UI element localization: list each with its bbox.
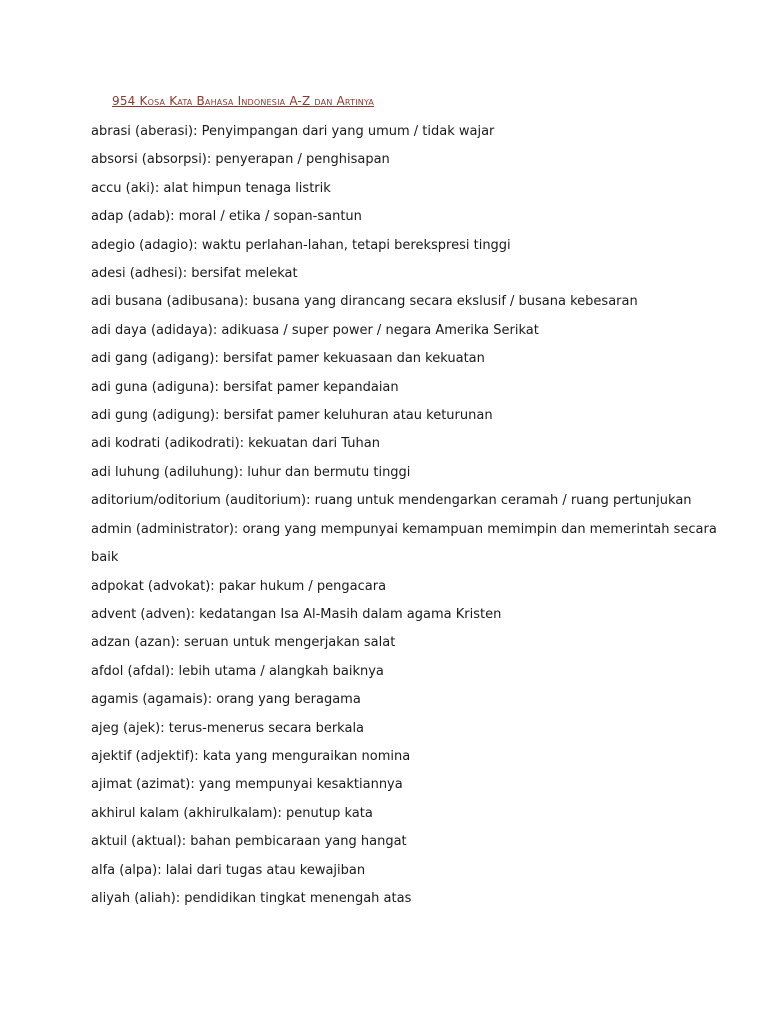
word-entry: alfa (alpa): lalai dari tugas atau kewajiban: [91, 862, 366, 878]
word-entry: adesi (adhesi): bersifat melekat: [91, 266, 298, 282]
word-entry: adap (adab): moral / etika / sopan-santun: [91, 209, 362, 225]
word-entry: adi gang (adigang): bersifat pamer kekuasaan dan kekuatan: [91, 351, 485, 367]
word-entry: ajeg (ajek): terus-menerus secara berkala: [91, 720, 365, 736]
word-entry: adegio (adagio): waktu perlahan-lahan, tetapi berekspresi tinggi: [91, 237, 511, 253]
word-entry: absorsi (absorpsi): penyerapan / penghisapan: [91, 152, 390, 168]
word-entry: accu (aki): alat himpun tenaga listrik: [91, 180, 331, 196]
word-entry: aliyah (aliah): pendidikan tingkat menengah atas: [91, 890, 412, 906]
word-entry: adi gung (adigung): bersifat pamer keluhuran atau keturunan: [91, 408, 493, 424]
word-entry: adi guna (adiguna): bersifat pamer kepandaian: [91, 379, 399, 395]
word-entry: admin (administrator): orang yang mempunyai kemampuan memimpin dan memerintah secara: [91, 521, 717, 537]
word-entry: adi daya (adidaya): adikuasa / super power / negara Amerika Serikat: [91, 322, 539, 338]
word-entry: akhirul kalam (akhirulkalam): penutup kata: [91, 805, 373, 821]
word-entry: adzan (azan): seruan untuk mengerjakan salat: [91, 635, 396, 651]
word-entry: adi kodrati (adikodrati): kekuatan dari Tuhan: [91, 436, 380, 452]
word-entry: afdol (afdal): lebih utama / alangkah baiknya: [91, 663, 384, 679]
word-entry: advent (adven): kedatangan Isa Al-Masih dalam agama Kristen: [91, 606, 502, 622]
word-entry: adpokat (advokat): pakar hukum / pengacara: [91, 578, 387, 594]
word-entry: abrasi (aberasi): Penyimpangan dari yang umum / tidak wajar: [91, 124, 495, 139]
word-entry: ajektif (adjektif): kata yang menguraikan nomina: [91, 748, 411, 764]
word-entry: agamis (agamais): orang yang beragama: [91, 692, 361, 708]
word-entry: adi luhung (adiluhung): luhur dan bermutu tinggi: [91, 464, 411, 480]
document-title: 954 Kosa Kata Bahasa Indonesia A-Z dan Artinya: [112, 94, 375, 108]
word-entry-continuation: baik: [91, 550, 119, 566]
word-entry: aditorium/oditorium (auditorium): ruang untuk mendengarkan ceramah / ruang pertunjukan: [91, 493, 692, 509]
word-entry: adi busana (adibusana): busana yang dirancang secara ekslusif / busana kebesaran: [91, 294, 638, 310]
word-entry: aktuil (aktual): bahan pembicaraan yang hangat: [91, 834, 407, 850]
word-entry: ajimat (azimat): yang mempunyai kesaktiannya: [91, 777, 403, 793]
word-list: [91, 118, 717, 913]
